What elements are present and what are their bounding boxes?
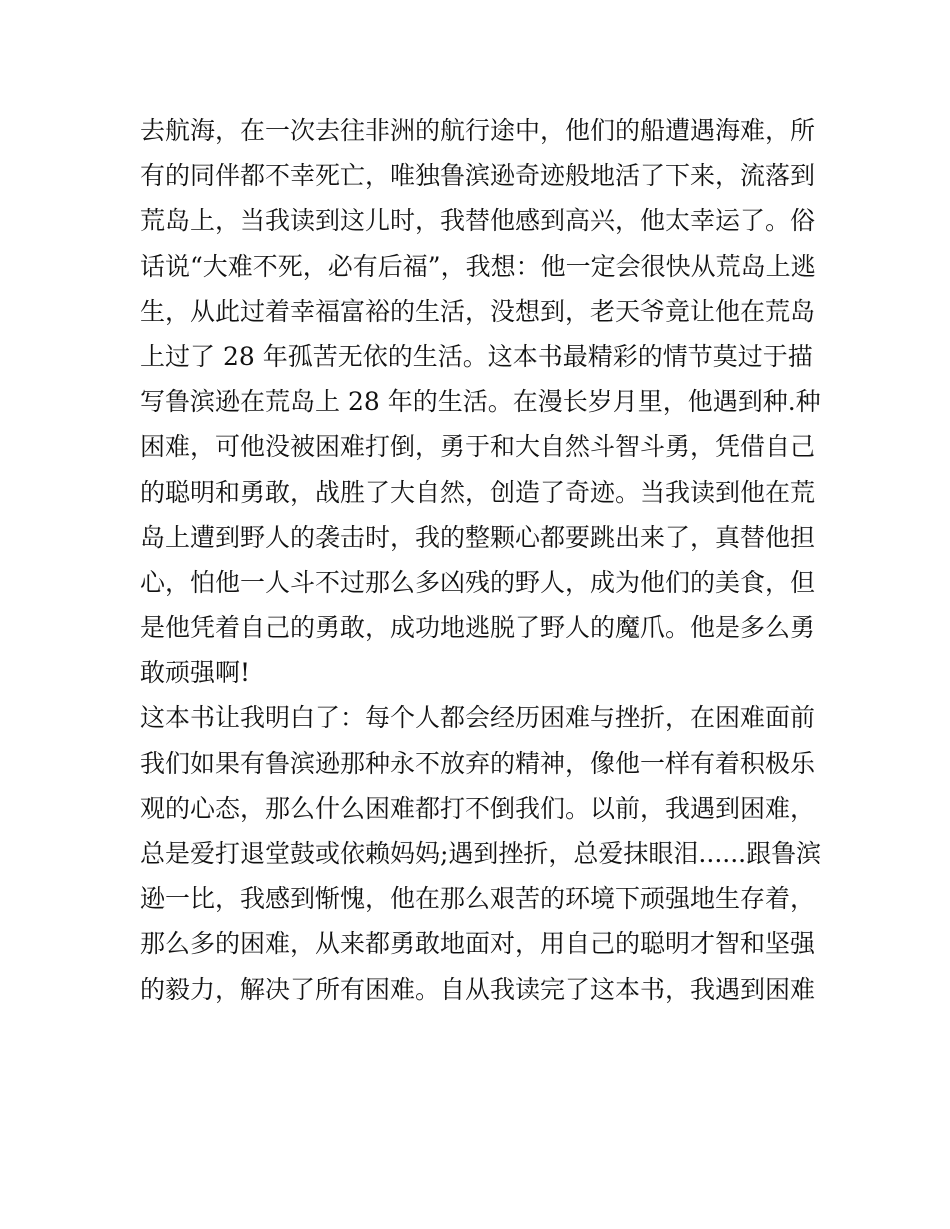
text-line: 的聪明和勇敢，战胜了大自然，创造了奇迹。当我读到他在荒 <box>140 477 816 507</box>
text-line: 话说“大难不死，必有后福”，我想：他一定会很快从荒岛上逃 <box>140 251 816 281</box>
text-line: 写鲁滨逊在荒岛上 28 年的生活。在漫长岁月里，他遇到种.种 <box>140 387 821 417</box>
text-line: 上过了 28 年孤苦无依的生活。这本书最精彩的情节莫过于描 <box>140 341 813 371</box>
text-line: 岛上遭到野人的袭击时，我的整颗心都要跳出来了，真替他担 <box>140 522 816 552</box>
text-line: 那么多的困难，从来都勇敢地面对，用自己的聪明才智和坚强 <box>140 929 816 959</box>
text-line: 观的心态，那么什么困难都打不倒我们。以前，我遇到困难， <box>140 793 816 823</box>
text-line: 荒岛上，当我读到这儿时，我替他感到高兴，他太幸运了。俗 <box>140 206 816 236</box>
text-line: 去航海，在一次去往非洲的航行途中，他们的船遭遇海难，所 <box>140 116 816 145</box>
text-line: 我们如果有鲁滨逊那种永不放弃的精神，像他一样有着积极乐 <box>140 748 816 778</box>
text-line: 总是爱打退堂鼓或依赖妈妈;遇到挫折，总爱抹眼泪......跟鲁滨 <box>140 839 822 868</box>
text-line: 心，怕他一人斗不过那么多凶残的野人，成为他们的美食，但 <box>140 567 816 597</box>
body-text <box>140 108 820 1012</box>
text-line: 生，从此过着幸福富裕的生活，没想到，老天爷竟让他在荒岛 <box>140 296 816 326</box>
text-line: 的毅力，解决了所有困难。自从我读完了这本书，我遇到困难 <box>140 974 816 1004</box>
text-line: 这本书让我明白了：每个人都会经历困难与挫折，在困难面前 <box>140 703 816 733</box>
text-line: 有的同伴都不幸死亡，唯独鲁滨逊奇迹般地活了下来，流落到 <box>140 161 816 191</box>
text-line: 敢顽强啊! <box>140 658 251 688</box>
text-line: 困难，可他没被困难打倒，勇于和大自然斗智斗勇，凭借自己 <box>140 432 816 462</box>
text-line: 是他凭着自己的勇敢，成功地逃脱了野人的魔爪。他是多么勇 <box>140 613 816 643</box>
text-line: 逊一比，我感到惭愧，他在那么艰苦的环境下顽强地生存着， <box>140 884 816 914</box>
